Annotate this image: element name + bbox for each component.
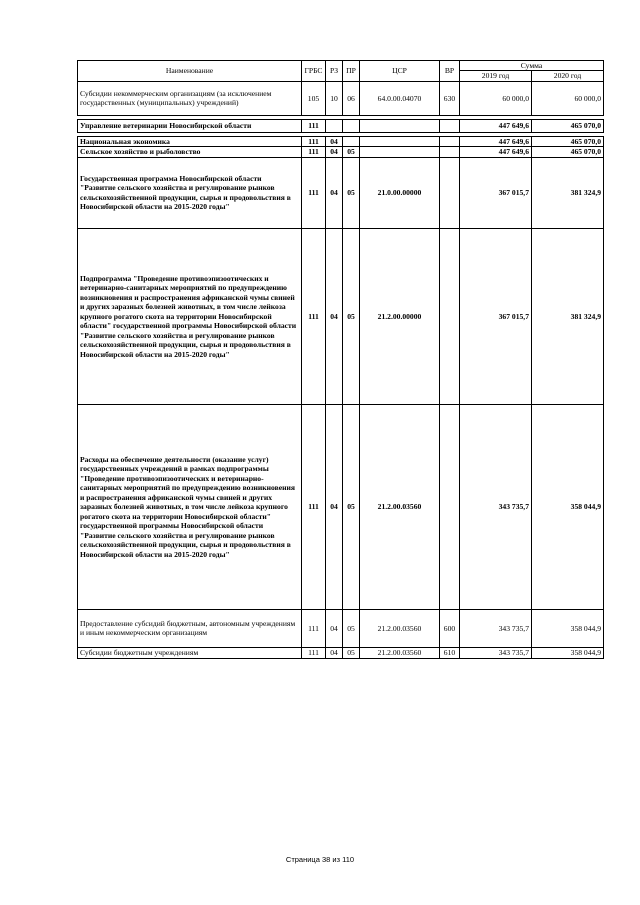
cell-name: Субсидии некоммерческим организациям (за исключением государственных (муниципальных) учреждений): [78, 81, 302, 115]
table-row: [78, 609, 604, 647]
cell-pr: 05: [343, 157, 360, 228]
header-year-2020: 2020 год: [532, 71, 604, 81]
cell-sum-2019: 447 649,6: [460, 119, 532, 132]
cell-pr: 05: [343, 647, 360, 658]
header-vr: ВР: [440, 61, 460, 82]
cell-csr: [360, 147, 440, 157]
cell-sum-2019: 60 000,0: [460, 81, 532, 115]
cell-sum-2019: 367 015,7: [460, 157, 532, 228]
header-pr: ПР: [343, 61, 360, 82]
cell-pr: 05: [343, 228, 360, 404]
table-row: [78, 228, 604, 404]
table-row: [78, 119, 604, 132]
cell-pr: 05: [343, 147, 360, 157]
cell-sum-2020: 465 070,0: [532, 136, 604, 146]
cell-sum-2020: 465 070,0: [532, 119, 604, 132]
cell-vr: [440, 136, 460, 146]
cell-pr: 06: [343, 81, 360, 115]
cell-pr: [343, 119, 360, 132]
cell-rz: 04: [326, 136, 343, 146]
cell-sum-2020: 358 044,9: [532, 609, 604, 647]
cell-csr: [360, 119, 440, 132]
cell-sum-2020: 381 324,9: [532, 228, 604, 404]
cell-rz: 04: [326, 609, 343, 647]
cell-grbs: 111: [302, 404, 326, 609]
cell-rz: [326, 119, 343, 132]
cell-rz: 10: [326, 81, 343, 115]
cell-grbs: 111: [302, 609, 326, 647]
cell-grbs: 111: [302, 157, 326, 228]
table-row: [78, 404, 604, 609]
cell-csr: [360, 136, 440, 146]
cell-sum-2020: 60 000,0: [532, 81, 604, 115]
cell-name: Управление ветеринарии Новосибирской области: [78, 119, 302, 132]
cell-csr: 21.2.00.03560: [360, 609, 440, 647]
header-csr: ЦСР: [360, 61, 440, 82]
cell-vr: [440, 228, 460, 404]
cell-name: Государственная программа Новосибирской области "Развитие сельского хозяйства и регулирование рынков сельскохозяйственной продукции, сырья и продовольствия в Новосибирской области на 2015-2020 годы": [78, 157, 302, 228]
table-row: [78, 647, 604, 658]
table-row: [78, 147, 604, 157]
cell-grbs: 111: [302, 228, 326, 404]
cell-vr: 610: [440, 647, 460, 658]
header-grbs: ГРБС: [302, 61, 326, 82]
cell-rz: 04: [326, 647, 343, 658]
cell-name: Предоставление субсидий бюджетным, автономным учреждениям и иным некоммерческим организациям: [78, 609, 302, 647]
cell-grbs: 111: [302, 647, 326, 658]
cell-grbs: 111: [302, 136, 326, 146]
header-sum: Сумма: [460, 61, 604, 71]
cell-csr: 21.2.00.03560: [360, 647, 440, 658]
cell-vr: [440, 157, 460, 228]
table-row: [78, 81, 604, 115]
cell-vr: [440, 404, 460, 609]
cell-vr: 600: [440, 609, 460, 647]
cell-vr: 630: [440, 81, 460, 115]
table-row: [78, 157, 604, 228]
cell-rz: 04: [326, 157, 343, 228]
cell-name: Национальная экономика: [78, 136, 302, 146]
cell-sum-2020: 465 070,0: [532, 147, 604, 157]
cell-grbs: 111: [302, 147, 326, 157]
page-number: Страница 38 из 110: [285, 855, 355, 864]
cell-sum-2019: 447 649,6: [460, 147, 532, 157]
cell-name: Субсидии бюджетным учреждениям: [78, 647, 302, 658]
cell-name: Сельское хозяйство и рыболовство: [78, 147, 302, 157]
cell-rz: 04: [326, 147, 343, 157]
header-rz: РЗ: [326, 61, 343, 82]
cell-name: Подпрограмма "Проведение противоэпизоотических и ветеринарно-санитарных мероприятий по предупреждению возникновения и распространения африканской чумы свиней и других заразных болезней животных, в том числе лейкоза крупного рогатого скота на территории Новосибирской области" государственной программы Новосибирской области "Развитие сельского хозяйства и регулирование рынков сельскохозяйственной продукции, сырья и продовольствия в Новосибирской области на 2015-2020 годы": [78, 228, 302, 404]
cell-pr: 05: [343, 404, 360, 609]
cell-csr: 21.2.00.03560: [360, 404, 440, 609]
cell-sum-2019: 343 735,7: [460, 404, 532, 609]
cell-rz: 04: [326, 404, 343, 609]
header-year-2019: 2019 год: [460, 71, 532, 81]
cell-grbs: 111: [302, 119, 326, 132]
cell-pr: 05: [343, 609, 360, 647]
cell-sum-2019: 343 735,7: [460, 647, 532, 658]
cell-sum-2020: 358 044,9: [532, 404, 604, 609]
cell-sum-2019: 447 649,6: [460, 136, 532, 146]
table-row: [78, 136, 604, 146]
cell-csr: 64.0.00.04070: [360, 81, 440, 115]
budget-table: [77, 60, 604, 659]
cell-vr: [440, 147, 460, 157]
cell-sum-2020: 381 324,9: [532, 157, 604, 228]
cell-csr: 21.2.00.00000: [360, 228, 440, 404]
cell-sum-2020: 358 044,9: [532, 647, 604, 658]
cell-rz: 04: [326, 228, 343, 404]
cell-sum-2019: 343 735,7: [460, 609, 532, 647]
cell-pr: [343, 136, 360, 146]
cell-vr: [440, 119, 460, 132]
cell-name: Расходы на обеспечение деятельности (оказание услуг) государственных учреждений в рамках подпрограммы "Проведение противоэпизоотических и ветеринарно-санитарных мероприятий по предупреждению возникновения и распространения африканской чумы свиней и других заразных болезней животных, в том числе лейкоза крупного рогатого скота на территории Новосибирской области" государственной программы Новосибирской области "Развитие сельского хозяйства и регулирование рынков сельскохозяйственной продукции, сырья и продовольствия в Новосибирской области на 2015-2020 годы": [78, 404, 302, 609]
cell-grbs: 105: [302, 81, 326, 115]
cell-sum-2019: 367 015,7: [460, 228, 532, 404]
header-name: Наименование: [78, 61, 302, 82]
cell-csr: 21.0.00.00000: [360, 157, 440, 228]
